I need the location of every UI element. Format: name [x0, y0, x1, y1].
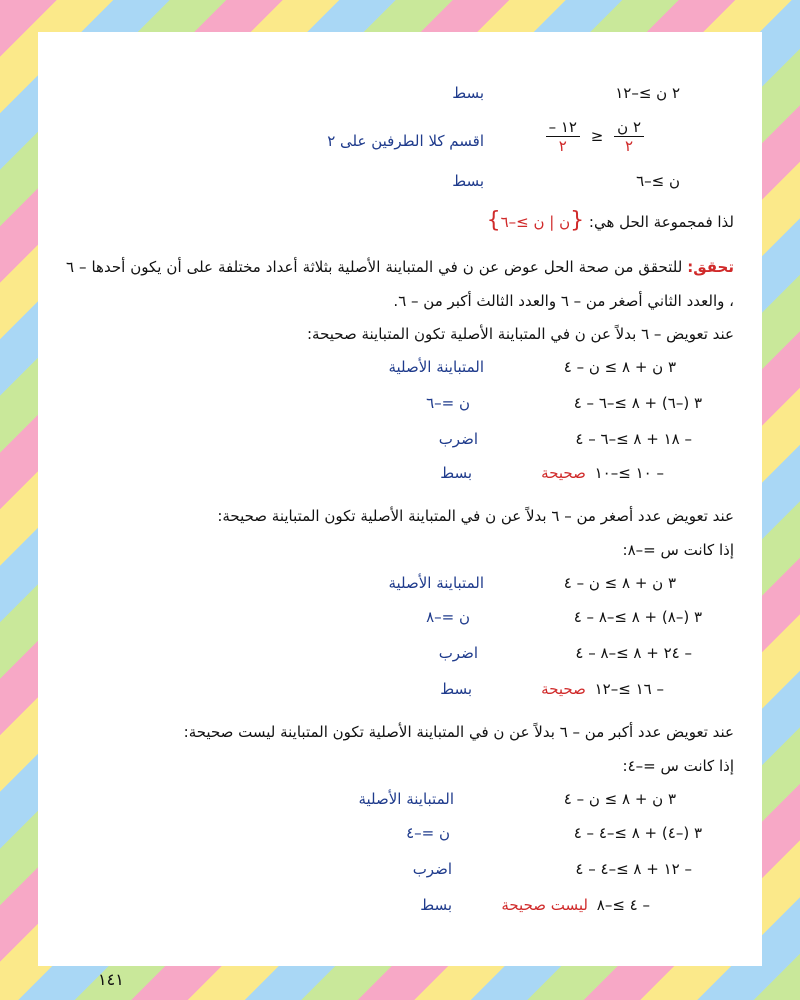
case2-eq-1: ٣ ن + ٨ ≥ ن – ٤ — [563, 574, 676, 592]
case3-eq-4: – ٤ ≥–٨ ليست صحيحة — [501, 896, 650, 914]
case2-eq-2: ٣ (–٨) + ٨ ≥–٨ – ٤ — [573, 608, 702, 626]
case2-title: عند تعويض عدد أصغر من – ٦ بدلاً عن ن في المتباينة الأصلية تكون المتباينة صحيحة: — [217, 507, 734, 525]
case3-note-2: ن =–٤ — [406, 824, 450, 842]
case3-eq-3: – ١٢ + ٨ ≥–٤ – ٤ — [575, 860, 692, 878]
case1-eq-2: ٣ (–٦) + ٨ ≥–٦ – ٤ — [573, 394, 702, 412]
check-heading: تحقق: — [687, 258, 734, 276]
case3-note-4: بسط — [420, 896, 452, 914]
case1-note-4: بسط — [440, 464, 472, 482]
solution-set-label: لذا فمجموعة الحل هي: — [588, 213, 734, 231]
case2-note-4: بسط — [440, 680, 472, 698]
step-note-1: بسط — [452, 84, 484, 102]
case2-note-1: المتباينة الأصلية — [388, 574, 484, 592]
step-note-2: اقسم كلا الطرفين على ٢ — [327, 132, 484, 150]
case1-eq-3: – ١٨ + ٨ ≥–٦ – ٤ — [575, 430, 692, 448]
case2-flag: صحيحة — [541, 680, 586, 698]
case3-title: عند تعويض عدد أكبر من – ٦ بدلاً عن ن في المتباينة الأصلية تكون المتباينة ليست صحيحة: — [183, 723, 734, 741]
check-intro: للتحقق من صحة الحل عوض عن ن في المتباينة الأصلية بثلاثة أعداد مختلفة على أن يكون أحدها – ٦ ، والعدد الثاني أصغر من – ٦ والعدد الثالث أكبر من – ٦. — [66, 258, 734, 310]
case3-if: إذا كانت س =–٤: — [622, 757, 734, 775]
step-note-3: بسط — [452, 172, 484, 190]
page-number: ١٤١ — [98, 970, 124, 989]
case2-if: إذا كانت س =–٨: — [622, 541, 734, 559]
textbook-page — [38, 32, 762, 989]
fraction-relation: ≥ — [590, 127, 604, 145]
case1-eq-4: – ١٠ ≥–١٠ صحيحة — [541, 464, 664, 482]
check-paragraph — [66, 250, 734, 318]
case3-eq-2: ٣ (–٤) + ٨ ≥–٤ – ٤ — [573, 824, 702, 842]
case1-note-2: ن =–٦ — [426, 394, 470, 412]
case3-note-3: اضرب — [412, 860, 452, 878]
solution-set-value: ن | ن ≥–٦ — [500, 213, 571, 231]
step-eq-3: ن ≥–٦ — [636, 172, 680, 190]
case1-note-1: المتباينة الأصلية — [388, 358, 484, 376]
fraction-rhs: $\frac{- ١٢}{٢}$ — [546, 118, 580, 155]
brace-close-icon: } — [486, 208, 501, 233]
step-eq-1: ٢ ن ≥–١٢ — [615, 84, 680, 102]
case2-eq-3: – ٢٤ + ٨ ≥–٨ – ٤ — [575, 644, 692, 662]
brace-open-icon: { — [570, 208, 585, 233]
solution-set-line — [487, 208, 734, 233]
case3-note-1: المتباينة الأصلية — [358, 790, 454, 808]
case1-title: عند تعويض – ٦ بدلاً عن ن في المتباينة الأصلية تكون المتباينة صحيحة: — [306, 325, 734, 343]
fraction-lhs: $\frac{\text{٢ ن}}{٢}$ — [614, 118, 644, 155]
case2-note-2: ن =–٨ — [426, 608, 470, 626]
case1-flag: صحيحة — [541, 464, 586, 482]
case1-note-3: اضرب — [438, 430, 478, 448]
case3-flag: ليست صحيحة — [501, 896, 588, 914]
case1-eq-1: ٣ ن + ٨ ≥ ن – ٤ — [563, 358, 676, 376]
fraction-step — [546, 118, 644, 155]
case2-eq-4: – ١٦ ≥–١٢ صحيحة — [541, 680, 664, 698]
case3-eq-1: ٣ ن + ٨ ≥ ن – ٤ — [563, 790, 676, 808]
case2-note-3: اضرب — [438, 644, 478, 662]
